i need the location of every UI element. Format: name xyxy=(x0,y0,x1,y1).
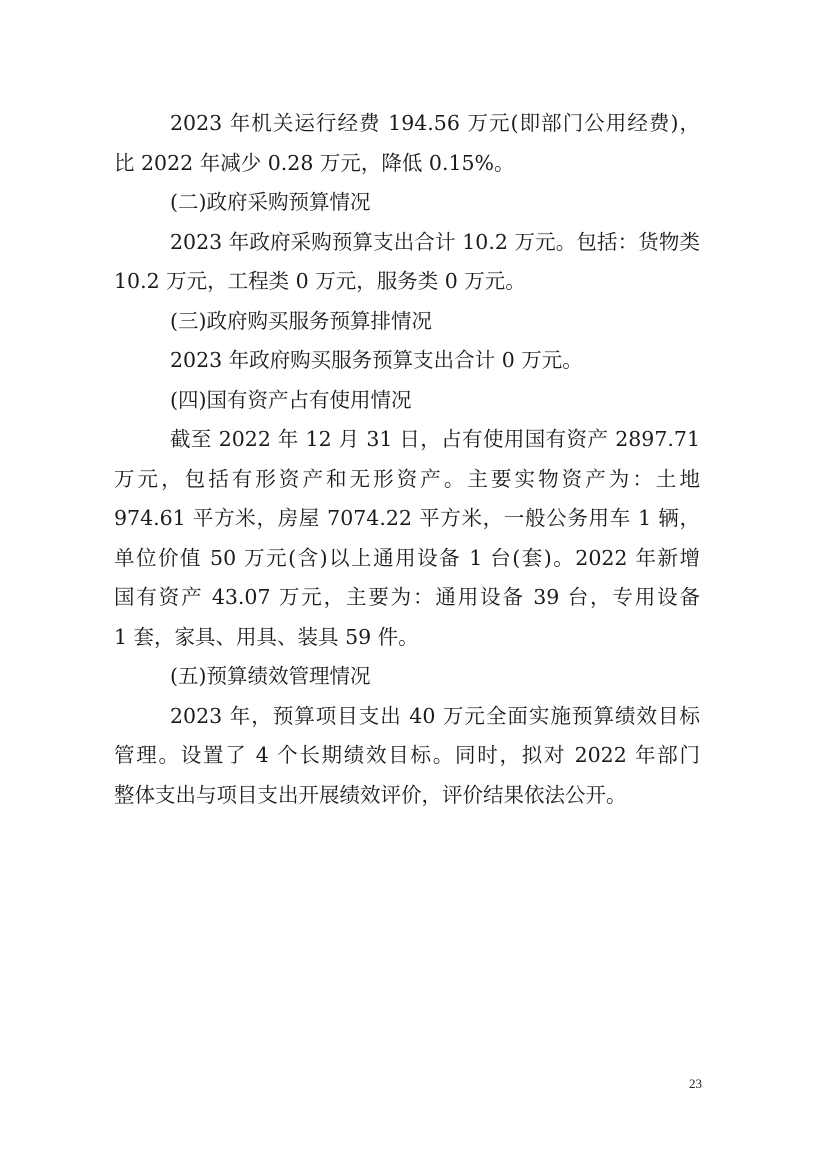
text-line: 2023 年，预算项目支出 40 万元全面实施预算绩效目标 xyxy=(170,703,700,728)
section-heading: (二)政府采购预算情况 xyxy=(170,190,371,214)
text-line: 2023 年机关运行经费 194.56 万元(即部门公用经费)， xyxy=(170,111,700,135)
section-heading: (四)国有资产占有使用情况 xyxy=(170,387,412,412)
text-line: 2023 年政府购买服务预算支出合计 0 万元。 xyxy=(170,348,583,372)
text-line: 1 套，家具、用具、装具 59 件。 xyxy=(114,624,419,649)
section-heading: (五)预算绩效管理情况 xyxy=(170,664,371,688)
text-line: 974.61 平方米，房屋 7074.22 平方米，一般公务用车 1 辆， xyxy=(114,506,700,530)
section-heading: (三)政府购买服务预算排情况 xyxy=(170,308,432,333)
text-line: 整体支出与项目支出开展绩效评价，评价结果依法公开。 xyxy=(114,782,627,807)
text-line: 国有资产 43.07 万元，主要为：通用设备 39 台，专用设备 xyxy=(114,585,700,609)
text-line: 比 2022 年减少 0.28 万元，降低 0.15%。 xyxy=(114,150,515,175)
text-line: 10.2 万元，工程类 0 万元，服务类 0 万元。 xyxy=(114,269,526,293)
text-line: 截至 2022 年 12 月 31 日，占有使用国有资产 2897.71 xyxy=(170,427,700,451)
text-line: 万元，包括有形资产和无形资产。主要实物资产为：土地 xyxy=(114,466,700,491)
text-line: 2023 年政府采购预算支出合计 10.2 万元。包括：货物类 xyxy=(170,229,700,254)
text-line: 管理。设置了 4 个长期绩效目标。同时，拟对 2022 年部门 xyxy=(114,743,700,767)
text-line: 单位价值 50 万元(含)以上通用设备 1 台(套)。2022 年新增 xyxy=(114,545,700,570)
body-text xyxy=(114,104,700,815)
page-number: 23 xyxy=(689,1076,702,1091)
